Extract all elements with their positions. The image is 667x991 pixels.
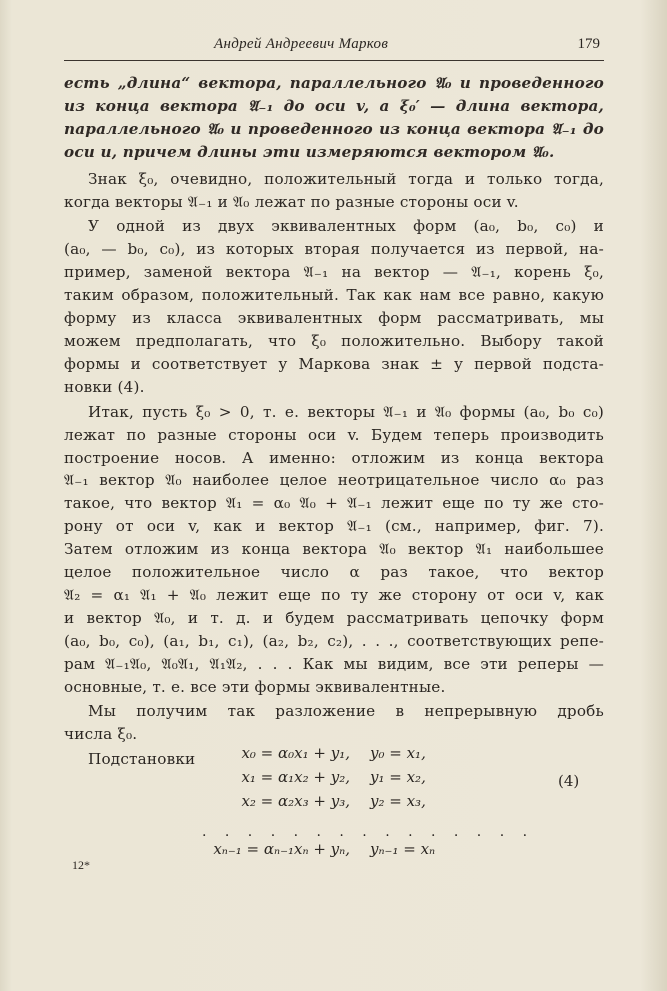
text-line: рону от оси v, как и вектор 𝔄₋₁ (см., например, фиг. 7). bbox=[64, 517, 604, 536]
formula-dots: . . . . . . . . . . . . . . . bbox=[202, 824, 535, 840]
text-line: форму из класса эквивалентных форм рассматривать, мы bbox=[64, 309, 604, 328]
body-text bbox=[64, 72, 604, 773]
text-line: целое положительное число α раз такое, что вектор bbox=[64, 563, 604, 582]
equation-number: (4) bbox=[558, 772, 580, 790]
text-line: (a₀, b₀, c₀), (a₁, b₁, c₁), (a₂, b₂, c₂), . . ., соответствующих репе- bbox=[64, 631, 604, 650]
text-line: когда векторы 𝔄₋₁ и 𝔄₀ лежат по разные стороны оси v. bbox=[64, 192, 519, 211]
text-line: и вектор 𝔄₀, и т. д. и будем рассматривать цепочку форм bbox=[64, 608, 604, 627]
text-line: рам 𝔄₋₁𝔄₀, 𝔄₀𝔄₁, 𝔄₁𝔄₂, . . . Как мы видим, все эти реперы — bbox=[64, 654, 604, 673]
text-line: есть „длина“ вектора, параллельного 𝔄₀ и проведенного bbox=[64, 74, 604, 92]
text-line: таким образом, положительный. Так как нам все равно, какую bbox=[64, 286, 604, 305]
text-line: можем предполагать, что ξ₀ положительно. Выбору такой bbox=[64, 331, 604, 350]
text-line: лежат по разные стороны оси v. Будем теперь производить bbox=[64, 425, 604, 444]
formula-right: y₁ = x₂, bbox=[370, 768, 426, 786]
text-line: построение носов. А именно: отложим из конца вектора bbox=[64, 448, 604, 467]
page-header bbox=[64, 30, 604, 61]
text-line: основные, т. е. все эти формы эквивалентные. bbox=[64, 677, 446, 696]
formula-left: x₁ = α₁x₂ + y₂, bbox=[241, 768, 350, 786]
text-line: формы и соответствует у Маркова знак ± у первой подста- bbox=[64, 354, 604, 373]
text-line: Итак, пусть ξ₀ > 0, т. е. векторы 𝔄₋₁ и 𝔄₀ формы (a₀, b₀ c₀) bbox=[88, 402, 604, 421]
paragraph-4 bbox=[64, 401, 604, 699]
paragraph-1 bbox=[64, 72, 604, 164]
text-line: Подстановки bbox=[88, 750, 196, 769]
text-line: новки (4). bbox=[64, 377, 145, 396]
text-line: Мы получим так разложение в непрерывную дробь bbox=[88, 702, 604, 721]
formula-left: xₙ₋₁ = αₙ₋₁xₙ + yₙ, bbox=[213, 840, 350, 858]
text-line: такое, что вектор 𝔄₁ = α₀ 𝔄₀ + 𝔄₋₁ лежит еще по ту же сто- bbox=[64, 494, 604, 513]
paragraph-3 bbox=[64, 215, 604, 398]
text-line: 𝔄₋₁ вектор 𝔄₀ наиболее целое неотрицательное число α₀ раз bbox=[64, 471, 604, 490]
text-line: оси u, причем длины эти измеряются вектором 𝔄₀. bbox=[64, 142, 555, 161]
text-line: параллельного 𝔄₀ и проведенного из конца вектора 𝔄₋₁ до bbox=[64, 119, 604, 138]
paragraph-2 bbox=[64, 168, 604, 214]
formula-left: x₂ = α₂x₃ + y₃, bbox=[241, 792, 350, 810]
formula-right: y₀ = x₁, bbox=[370, 744, 426, 762]
text-line: Знак ξ₀, очевидно, положительный тогда и только тогда, bbox=[88, 169, 604, 188]
formula-right: y₂ = x₃, bbox=[370, 792, 426, 810]
text-line: пример, заменой вектора 𝔄₋₁ на вектор — 𝔄₋₁, корень ξ₀, bbox=[64, 263, 604, 282]
text-line: из конца вектора 𝔄₋₁ до оси v, а ξ₀′ — длина вектора, bbox=[64, 96, 604, 115]
formula-right: yₙ₋₁ = xₙ bbox=[370, 840, 436, 858]
text-line: Затем отложим из конца вектора 𝔄₀ вектор 𝔄₁ наибольшее bbox=[64, 540, 604, 559]
running-title: Андрей Андреевич Марков bbox=[214, 36, 389, 52]
page-number: 179 bbox=[577, 36, 600, 52]
formula-left: x₀ = α₀x₁ + y₁, bbox=[241, 744, 350, 762]
text-line: (a₀, — b₀, c₀), из которых вторая получается из первой, на- bbox=[64, 240, 604, 259]
paragraph-5 bbox=[64, 700, 604, 746]
text-line: числа ξ₀. bbox=[64, 725, 138, 744]
signature-mark: 12* bbox=[72, 858, 90, 872]
text-line: У одной из двух эквивалентных форм (a₀, b₀, c₀) и bbox=[88, 217, 604, 236]
text-line: 𝔄₂ = α₁ 𝔄₁ + 𝔄₀ лежит еще по ту же сторону от оси v, как bbox=[64, 585, 604, 604]
